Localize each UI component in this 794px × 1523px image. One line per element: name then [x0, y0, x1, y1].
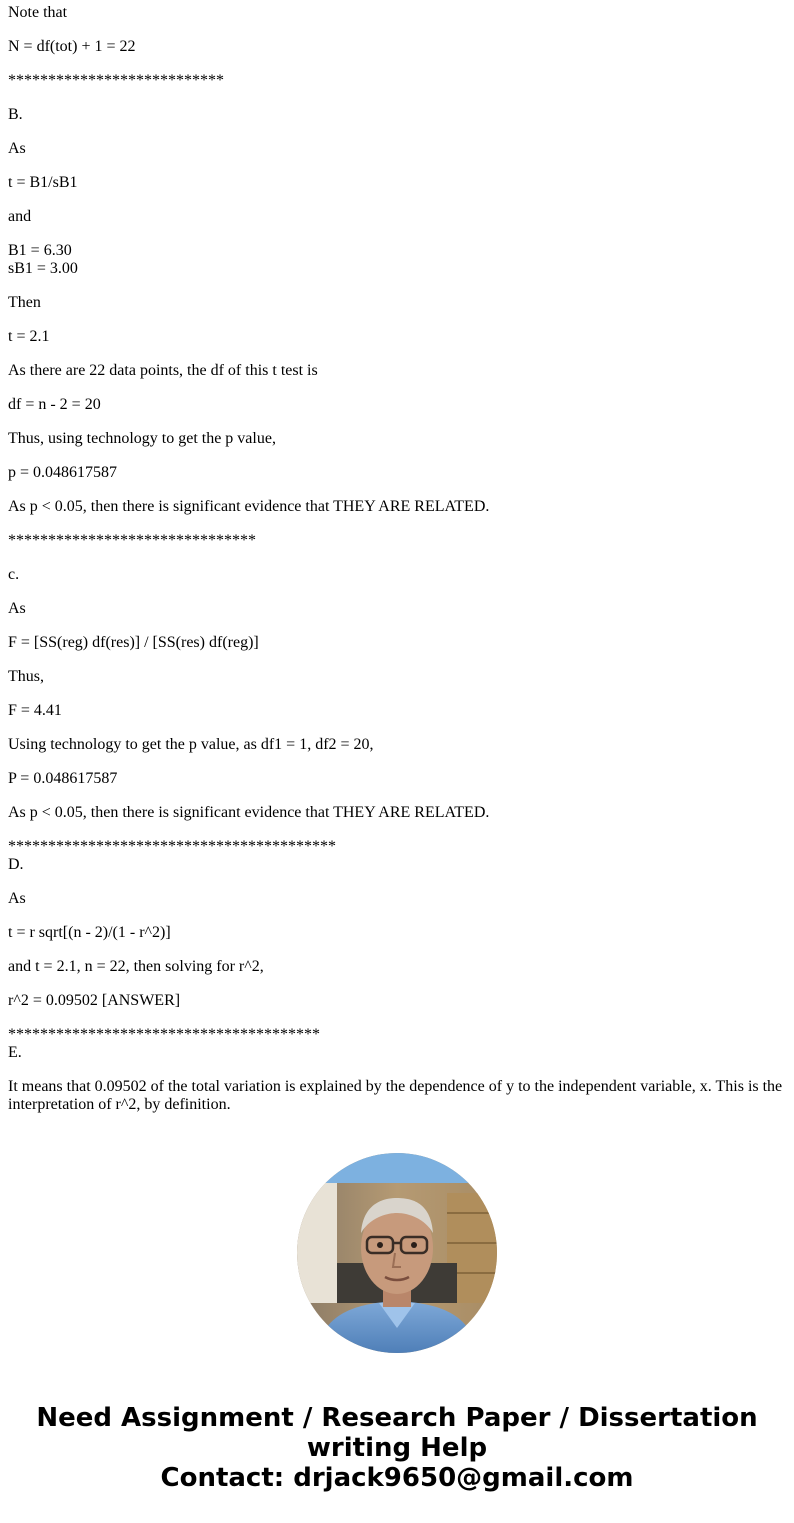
formula-line: F = [SS(reg) df(res)] / [SS(res) df(reg)]: [8, 634, 259, 651]
formula-line: p = 0.048617587: [8, 464, 118, 481]
section-label: c.: [8, 566, 20, 583]
section-label: D.: [8, 856, 24, 873]
text-line: As: [8, 140, 26, 157]
cta-line-1: Need Assignment / Research Paper / Dissertation: [36, 1403, 758, 1433]
text-line: and t = 2.1, n = 22, then solving for r^2,: [8, 958, 264, 975]
formula-line: P = 0.048617587: [8, 770, 118, 787]
separator: ***************************************: [8, 1026, 320, 1043]
text-line: As p < 0.05, then there is significant evidence that THEY ARE RELATED.: [8, 804, 490, 821]
author-photo: [297, 1153, 497, 1353]
formula-line: sB1 = 3.00: [8, 260, 78, 277]
interpretation-paragraph: It means that 0.09502 of the total variation is explained by the dependence of y to the independent variable, x. This is the interpretation of r^2, by definition.: [8, 1078, 783, 1113]
separator: ***************************: [8, 72, 224, 89]
cta-line-2: writing Help: [306, 1433, 488, 1463]
section-label: B.: [8, 106, 23, 123]
text-line: As: [8, 890, 26, 907]
formula-line: t = r sqrt[(n - 2)/(1 - r^2)]: [8, 924, 171, 941]
separator: *******************************: [8, 532, 256, 549]
formula-line: df = n - 2 = 20: [8, 396, 101, 413]
formula-line: B1 = 6.30: [8, 242, 72, 259]
text-line: As p < 0.05, then there is significant evidence that THEY ARE RELATED.: [8, 498, 490, 515]
separator: *****************************************: [8, 838, 336, 855]
text-line: and: [8, 208, 32, 225]
text-line: Thus,: [8, 668, 44, 685]
author-photo-illustration: [297, 1153, 497, 1353]
formula-line: t = B1/sB1: [8, 174, 78, 191]
text-line: Thus, using technology to get the p value,: [8, 430, 276, 447]
cta-contact-email: Contact: drjack9650@gmail.com: [160, 1463, 634, 1493]
text-line: Note that: [8, 4, 68, 21]
text-line: Then: [8, 294, 41, 311]
text-line: As: [8, 600, 26, 617]
text-line: As there are 22 data points, the df of this t test is: [8, 362, 318, 379]
contact-banner: [0, 1403, 794, 1493]
formula-line: t = 2.1: [8, 328, 50, 345]
solution-text: [8, 0, 788, 1130]
answer-line: r^2 = 0.09502 [ANSWER]: [8, 992, 181, 1009]
section-label: E.: [8, 1044, 22, 1061]
text-line: Using technology to get the p value, as df1 = 1, df2 = 20,: [8, 736, 374, 753]
text-line: N = df(tot) + 1 = 22: [8, 38, 136, 55]
formula-line: F = 4.41: [8, 702, 62, 719]
